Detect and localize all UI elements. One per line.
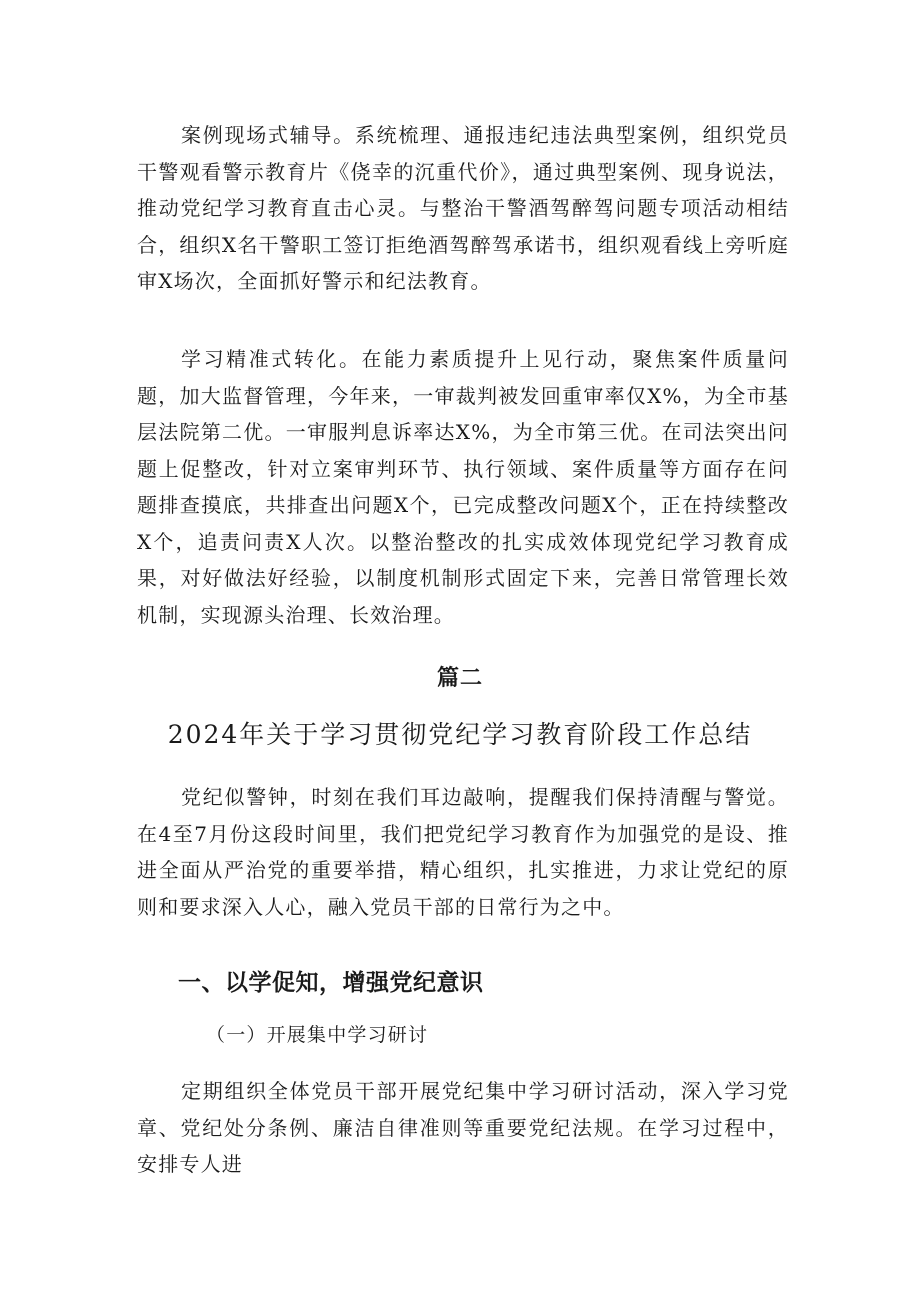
paragraph-learning-transformation: 学习精准式转化。在能力素质提升上见行动，聚焦案件质量问题，加大监督管理，今年来，一审裁判被发回重审率仅X%，为全市基层法院第二优。一审服判息诉率达X%，为全市第三优。在司法突出问题上促整改，针对立案审判环节、执行领域、案件质量等方面存在问题排查摸底，共排查出问题X个，已完成整改问题X个，正在持续整改X个，追责问责X人次。以整治整改的扎实成效体现党纪学习教育成果，对好做法好经验，以制度机制形式固定下来，完善日常管理长效机制，实现源头治理、长效治理。 [137, 347, 789, 627]
paragraph-case-guidance: 案例现场式辅导。系统梳理、通报违纪违法典型案例，组织党员干警观看警示教育片《侥幸的沉重代价》，通过典型案例、现身说法，推动党纪学习教育直击心灵。与整治干警酒驾醉驾问题专项活动相结合，组织X名干警职工签订拒绝酒驾醉驾承诺书，组织观看线上旁听庭审X场次，全面抓好警示和纪法教育。 [137, 123, 789, 293]
section-label: 篇二 [436, 666, 483, 691]
paragraph-collective-study: 定期组织全体党员干部开展党纪集中学习研讨活动，深入学习党章、党纪处分条例、廉洁自律准则等重要党纪法规。在学习过程中，安排专人进 [137, 1079, 789, 1176]
heading-level-1: 一、以学促知，增强党纪意识 [178, 970, 484, 996]
document-title: 2024年关于学习贯彻党纪学习教育阶段工作总结 [167, 720, 753, 749]
heading-level-2: （一）开展集中学习研讨 [206, 1024, 429, 1046]
paragraph-intro: 党纪似警钟，时刻在我们耳边敲响，提醒我们保持清醒与警觉。在4至7月份这段时间里，我们把党纪学习教育作为加强党的是设、推进全面从严治党的重要举措，精心组织，扎实推进，力求让党纪的原则和要求深入人心，融入党员干部的日常行为之中。 [137, 785, 789, 919]
